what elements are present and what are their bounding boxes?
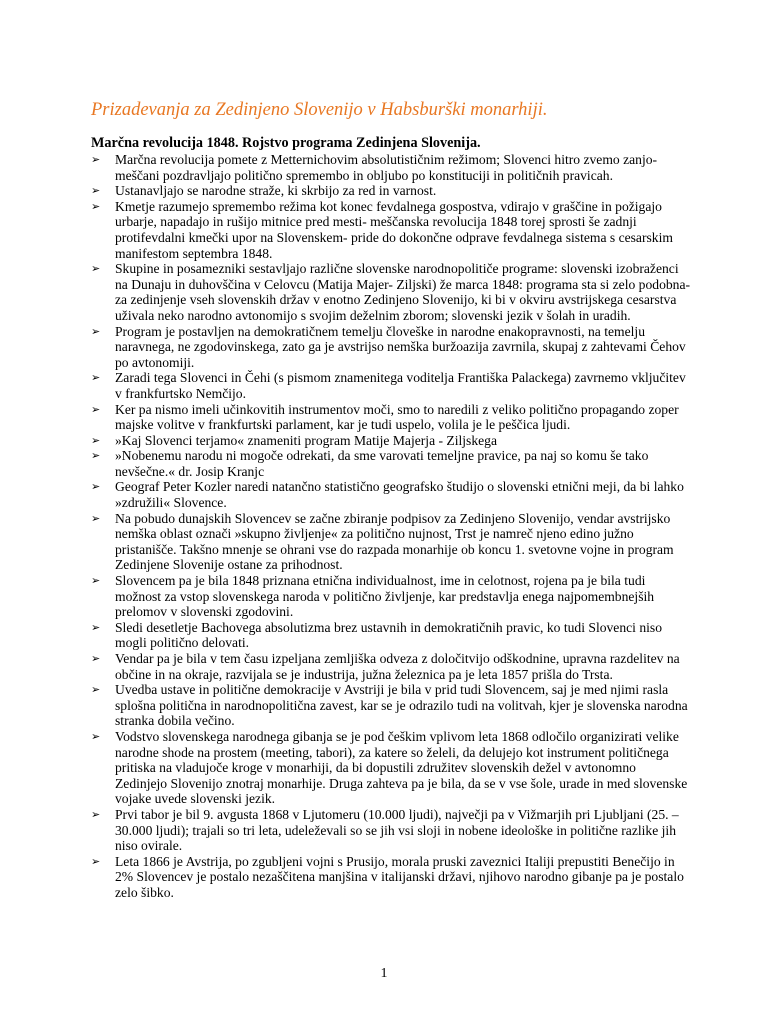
arrow-bullet-icon: ➢ <box>91 652 101 665</box>
section-heading: Marčna revolucija 1848. Rojstvo programa Zedinjena Slovenija. <box>91 135 481 151</box>
list-item-text: Ker pa nismo imeli učinkovitih instrumentov moči, smo to naredili z veliko politično propagando zoper majske volitve v frankfurtski parlament, kar je tudi uspelo, volila je le peščica ljudi. <box>115 401 679 433</box>
arrow-bullet-icon: ➢ <box>91 729 101 743</box>
list-item-text: Zaradi tega Slovenci in Čehi (s pismom znamenitega voditelja Františka Palackega) zavrnemo vključitev v frankfurtsko Nemčijo. <box>115 370 686 401</box>
arrow-bullet-icon: ➢ <box>91 262 101 276</box>
bullet-list <box>91 152 691 901</box>
list-item <box>91 370 691 401</box>
arrow-bullet-icon: ➢ <box>91 683 101 697</box>
arrow-bullet-icon: ➢ <box>91 854 101 868</box>
list-item-text: Vodstvo slovenskega narodnega gibanja se je pod češkim vplivom leta 1868 odločilo organizirati velike narodne shode na prostem (meeting, tabori), za katere so želeli, da delujejo kot instrument političnega pritiska na vladujoče kroge v monarhiji, da bi dopustili združitev slovenskih dežel v avtonomno Zedinjejo Slovenijo znotraj monarhije. Druga zahteva pa je bila, da se v vse šole, urade in med slovenske vojake uvede slovenski jezik. <box>115 728 688 807</box>
list-item <box>91 152 691 183</box>
list-item-text: Slovencem pa je bila 1848 priznana etnična individualnost, ime in celotnost, rojena pa je bila tudi možnost za vstop slovenskega naroda v politično življenje, kar predstavlja enega najpomembnejših prelomov v slovenski zgodovini. <box>115 573 655 620</box>
list-item-text: Marčna revolucija pomete z Metternichovim absolutističnim režimom; Slovenci hitro zvemo zanjo- meščani pozdravljajo politično spremembo in obljubo po konstituciji in političnih pravicah. <box>115 152 658 183</box>
arrow-bullet-icon: ➢ <box>91 371 101 385</box>
list-item-text: Sledi desetletje Bachovega absolutizma brez ustavnih in demokratičnih pravic, ko tudi Slovenci niso mogli politično delovati. <box>115 619 663 651</box>
list-item-text: Na pobudo dunajskih Slovencev se začne zbiranje podpisov za Zedinjeno Slovenijo, vendar avstrijsko nemška oblast označi »skupno življenje« za politično nujnost, Trst je namreč njeno edino južno pristanišče. Takšno mnenje se ohrani vse do razpada monarhije ob koncu 1. svetovne vojne in program Zedinjene Slovenije ostane za prihodnost. <box>115 510 674 573</box>
list-item-text: Ustanavljajo se narodne straže, ki skrbijo za red in varnost. <box>115 183 437 199</box>
list-item-text: Vendar pa je bila v tem času izpeljana zemljiška odveza z določitvijo odškodnine, upravna razdelitev na občine in na okraje, razvijala se je industrija, južna železnica pa je leta 1857 prišla do Trsta. <box>115 651 680 682</box>
list-item-text: Program je postavljen na demokratičnem temelju človeške in narodne enakopravnosti, na temelju naravnega, ne zgodovinskega, zato ga je avstrijso nemška buržoazija zavrnila, skupaj z zahtevami Čehov po avtonomiji. <box>115 323 686 370</box>
list-item-text: Skupine in posamezniki sestavljajo različne slovenske narodnopolitiče programe: slovenski izobraženci na Dunaju in duhovščina v Celovcu (Matija Majer- Ziljski) že marca 1848: programa sta si zelo podobna- za zedinjenje vseh slovenskih držav v enotno Zedinjeno Slovenijo, ki bi v okviru avstrijskega cesarstva uživala neko narodno avtonomijo s svojim deželnim zborom; slovenski jezik v šolah in uradih. <box>115 261 691 323</box>
list-item-text: Kmetje razumejo spremembo režima kot konec fevdalnega gospostva, vdirajo v graščine in požigajo urbarje, napadajo in rušijo mitnice pred mesti- meščanska revolucija 1848 torej sprosti še zadnji protifevdalni kmečki upor na Slovenskem- pride do dokončne odprave fevdalnega sistema s cesarskim manifestom septembra 1848. <box>115 198 673 261</box>
list-item <box>91 479 691 510</box>
arrow-bullet-icon: ➢ <box>91 511 101 525</box>
list-item-text: »Kaj Slovenci terjamo« znameniti program Matije Majerja - Ziljskega <box>115 432 498 448</box>
arrow-bullet-icon: ➢ <box>91 324 101 338</box>
arrow-bullet-icon: ➢ <box>91 620 101 634</box>
list-item <box>91 651 691 682</box>
page-number: 1 <box>380 966 388 981</box>
list-item <box>91 402 691 433</box>
list-item <box>91 433 691 449</box>
arrow-bullet-icon: ➢ <box>91 184 101 198</box>
list-item <box>91 854 691 901</box>
document-title: Prizadevanja za Zedinjeno Slovenijo v Habsburški monarhiji. <box>91 100 548 120</box>
list-item-text: Leta 1866 je Avstrija, po zgubljeni vojni s Prusijo, morala pruski zaveznici Italiji prepustiti Benečijo in 2% Slovencev je postalo nezaščitena manjšina v italijanski državi, njihovo narodno gibanje pa je postalo zelo šibko. <box>115 853 684 900</box>
list-item-text: Geograf Peter Kozler naredi natančno statistično geografsko študijo o slovenski etnični meji, da bi lahko »združili« Slovence. <box>115 479 684 511</box>
list-item <box>91 620 691 651</box>
arrow-bullet-icon: ➢ <box>91 449 101 463</box>
arrow-bullet-icon: ➢ <box>91 480 101 494</box>
list-item <box>91 183 691 199</box>
list-item-text: Prvi tabor je bil 9. avgusta 1868 v Ljutomeru (10.000 ljudi), največji pa v Vižmarjih pri Ljubljani (25. – 30.000 ljudi); trajali so tri leta, udeleževali so se jih vsi sloji in nobene ideološke in politične razlike jih niso ovirale. <box>115 806 679 854</box>
list-item <box>91 448 691 479</box>
list-item <box>91 199 691 261</box>
list-item <box>91 682 691 729</box>
list-item <box>91 729 691 807</box>
list-item-text: Uvedba ustave in politične demokracije v Avstriji je bila v prid tudi Slovencem, saj je med njimi rasla splošna politična in narodnopolitična zavest, kar se je odrazilo tudi na volitvah, kjer je slovenska narodna stranka dobila večino. <box>115 682 688 729</box>
arrow-bullet-icon: ➢ <box>91 199 101 213</box>
arrow-bullet-icon: ➢ <box>91 402 101 416</box>
list-item-text: »Nobenemu narodu ni mogoče odrekati, da sme varovati temeljne pravice, pa naj so komu še tako nevšečne.« dr. Josip Kranjc <box>115 448 649 479</box>
arrow-bullet-icon: ➢ <box>91 574 101 588</box>
list-item <box>91 324 691 371</box>
arrow-bullet-icon: ➢ <box>91 153 101 166</box>
list-item <box>91 511 691 573</box>
arrow-bullet-icon: ➢ <box>91 807 101 821</box>
list-item <box>91 573 691 620</box>
list-item <box>91 807 691 854</box>
list-item <box>91 261 691 323</box>
arrow-bullet-icon: ➢ <box>91 433 101 447</box>
